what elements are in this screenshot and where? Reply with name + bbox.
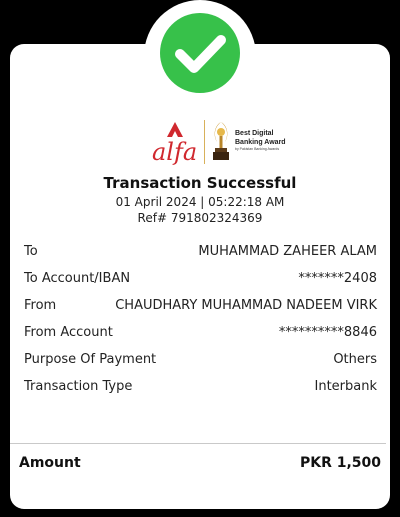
amount-row xyxy=(19,455,381,475)
detail-row-purpose xyxy=(24,352,377,370)
logo-divider xyxy=(204,120,205,164)
detail-row-transaction-type xyxy=(24,379,377,397)
detail-label: From xyxy=(24,298,57,313)
detail-value: **********8846 xyxy=(278,325,377,340)
checkmark-icon xyxy=(160,13,240,93)
amount-divider xyxy=(10,443,386,444)
detail-value: CHAUDHARY MUHAMMAD NADEEM VIRK xyxy=(115,298,377,313)
detail-value: *******2408 xyxy=(298,271,377,286)
transaction-datetime: 01 April 2024 | 05:22:18 AM xyxy=(115,195,285,209)
logo-strip xyxy=(147,116,297,166)
detail-label: Purpose Of Payment xyxy=(24,352,157,367)
amount-value: PKR 1,500 xyxy=(299,455,381,471)
detail-label: From Account xyxy=(24,325,113,340)
amount-label: Amount xyxy=(19,455,81,471)
award-subtitle: by Pakistan Banking Awards xyxy=(235,147,280,151)
trophy-icon xyxy=(209,118,233,164)
detail-value: MUHAMMAD ZAHEER ALAM xyxy=(198,244,377,259)
detail-value: Interbank xyxy=(314,379,377,394)
alfa-logo-icon xyxy=(165,121,185,139)
award-title: Best Digital Banking Award xyxy=(235,130,286,146)
detail-row-from-account xyxy=(24,325,377,343)
detail-row-from xyxy=(24,298,377,316)
detail-label: Transaction Type xyxy=(24,379,133,394)
bank-logo-text: alfa xyxy=(152,138,198,166)
transaction-reference: Ref# 791802324369 xyxy=(137,211,263,225)
detail-label: To Account/IBAN xyxy=(24,271,131,286)
detail-row-to-account xyxy=(24,271,377,289)
transaction-status-title: Transaction Successful xyxy=(103,174,297,192)
detail-value: Others xyxy=(333,352,377,367)
detail-row-to xyxy=(24,244,377,262)
detail-label: To xyxy=(24,244,38,259)
success-badge xyxy=(160,13,240,93)
